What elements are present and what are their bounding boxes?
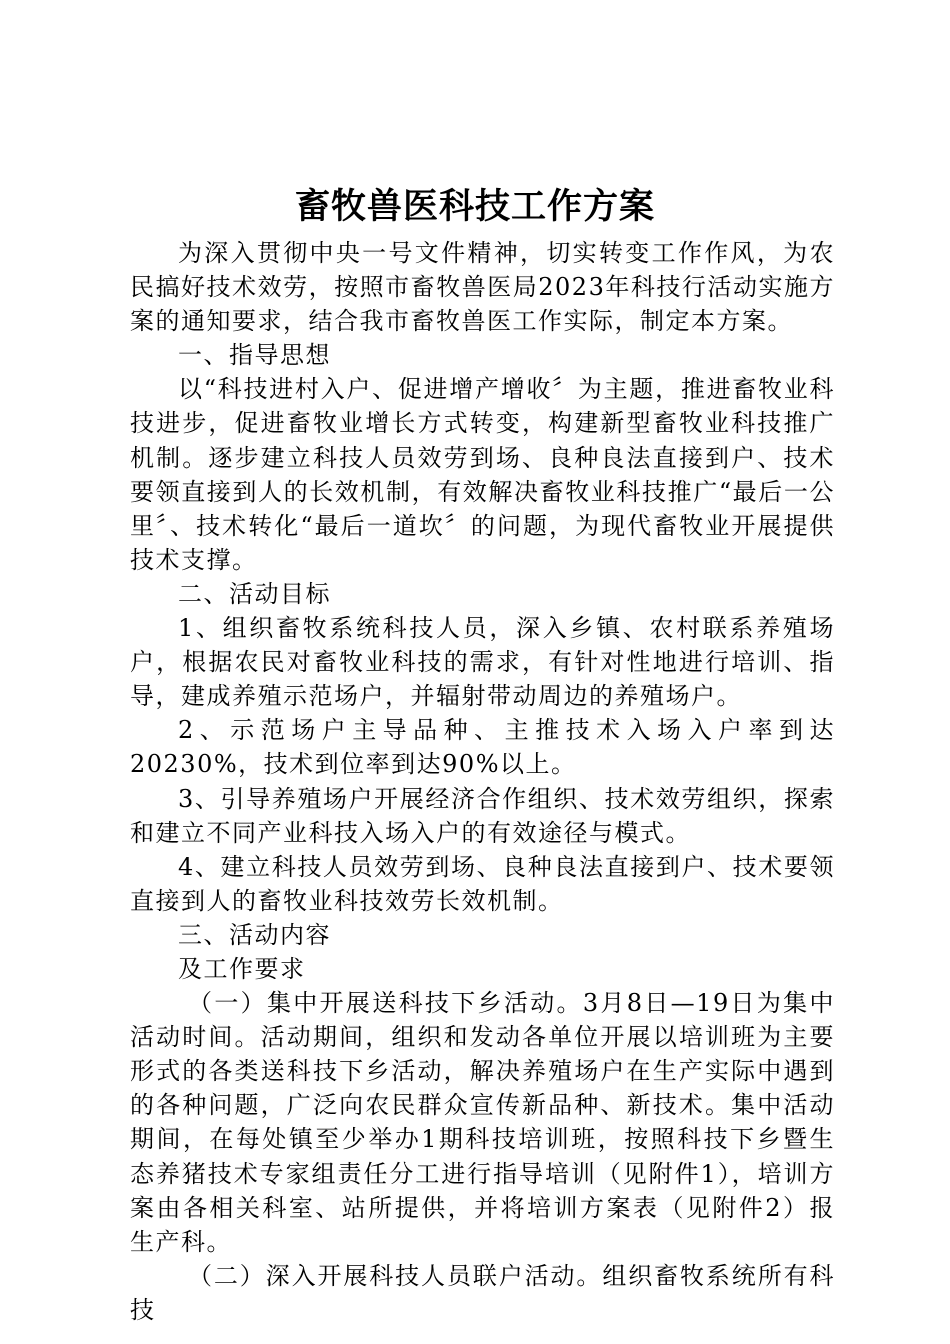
section2-item: 1、组织畜牧系统科技人员，深入乡镇、农村联系养殖场户，根据农民对畜牧业科技的需求，有针对性地进行培训、指导，建成养殖示范场户，并辐射带动周边的养殖场户。	[130, 614, 835, 711]
section2-item: 3、引导养殖场户开展经济合作组织、技术效劳组织，探索和建立不同产业科技入场入户的有效途径与模式。	[130, 784, 835, 847]
section3-item: （一）集中开展送科技下乡活动。3月8日—19日为集中活动时间。活动期间，组织和发动各单位开展以培训班为主要形式的各类送科技下乡活动，解决养殖场户在生产实际中遇到的各种问题，广泛向农民群众宣传新品种、新技术。集中活动期间，在每处镇至少举办1期科技培训班，按照科技下乡暨生态养猪技术专家组责任分工进行指导培训（见附件1），培训方案由各相关科室、站所提供，并将培训方案表（见附件2）报生产科。	[130, 989, 835, 1256]
section3-subheading: 及工作要求	[178, 954, 306, 983]
section1-paragraph: 以“科技进村入户、促进增产增收〞为主题，推进畜牧业科技进步，促进畜牧业增长方式转变，构建新型畜牧业科技推广机制。逐步建立科技人员效劳到场、良种良法直接到户、技术要领直接到人的长效机制，有效解决畜牧业科技推广“最后一公里〞、技术转化“最后一道坎〞的问题，为现代畜牧业开展提供技术支撑。	[130, 375, 835, 574]
section2-item: 4、建立科技人员效劳到场、良种良法直接到户、技术要领直接到人的畜牧业科技效劳长效机制。	[130, 852, 835, 915]
section3-heading: 三、活动内容	[178, 920, 331, 949]
intro-paragraph: 为深入贯彻中央一号文件精神，切实转变工作作风，为农民搞好技术效劳，按照市畜牧兽医局2023年科技行活动实施方案的通知要求，结合我市畜牧兽医工作实际，制定本方案。	[130, 239, 835, 336]
document-title: 畜牧兽医科技工作方案	[294, 186, 655, 227]
section3-item: （二）深入开展科技人员联户活动。组织畜牧系统所有科技	[130, 1261, 835, 1324]
document-body	[130, 236, 835, 1327]
section1-heading: 一、指导思想	[178, 341, 331, 370]
section2-heading: 二、活动目标	[178, 579, 331, 608]
section2-item: 2、示范场户主导品种、主推技术入场入户率到达20230%，技术到位率到达90%以上。	[130, 716, 835, 779]
